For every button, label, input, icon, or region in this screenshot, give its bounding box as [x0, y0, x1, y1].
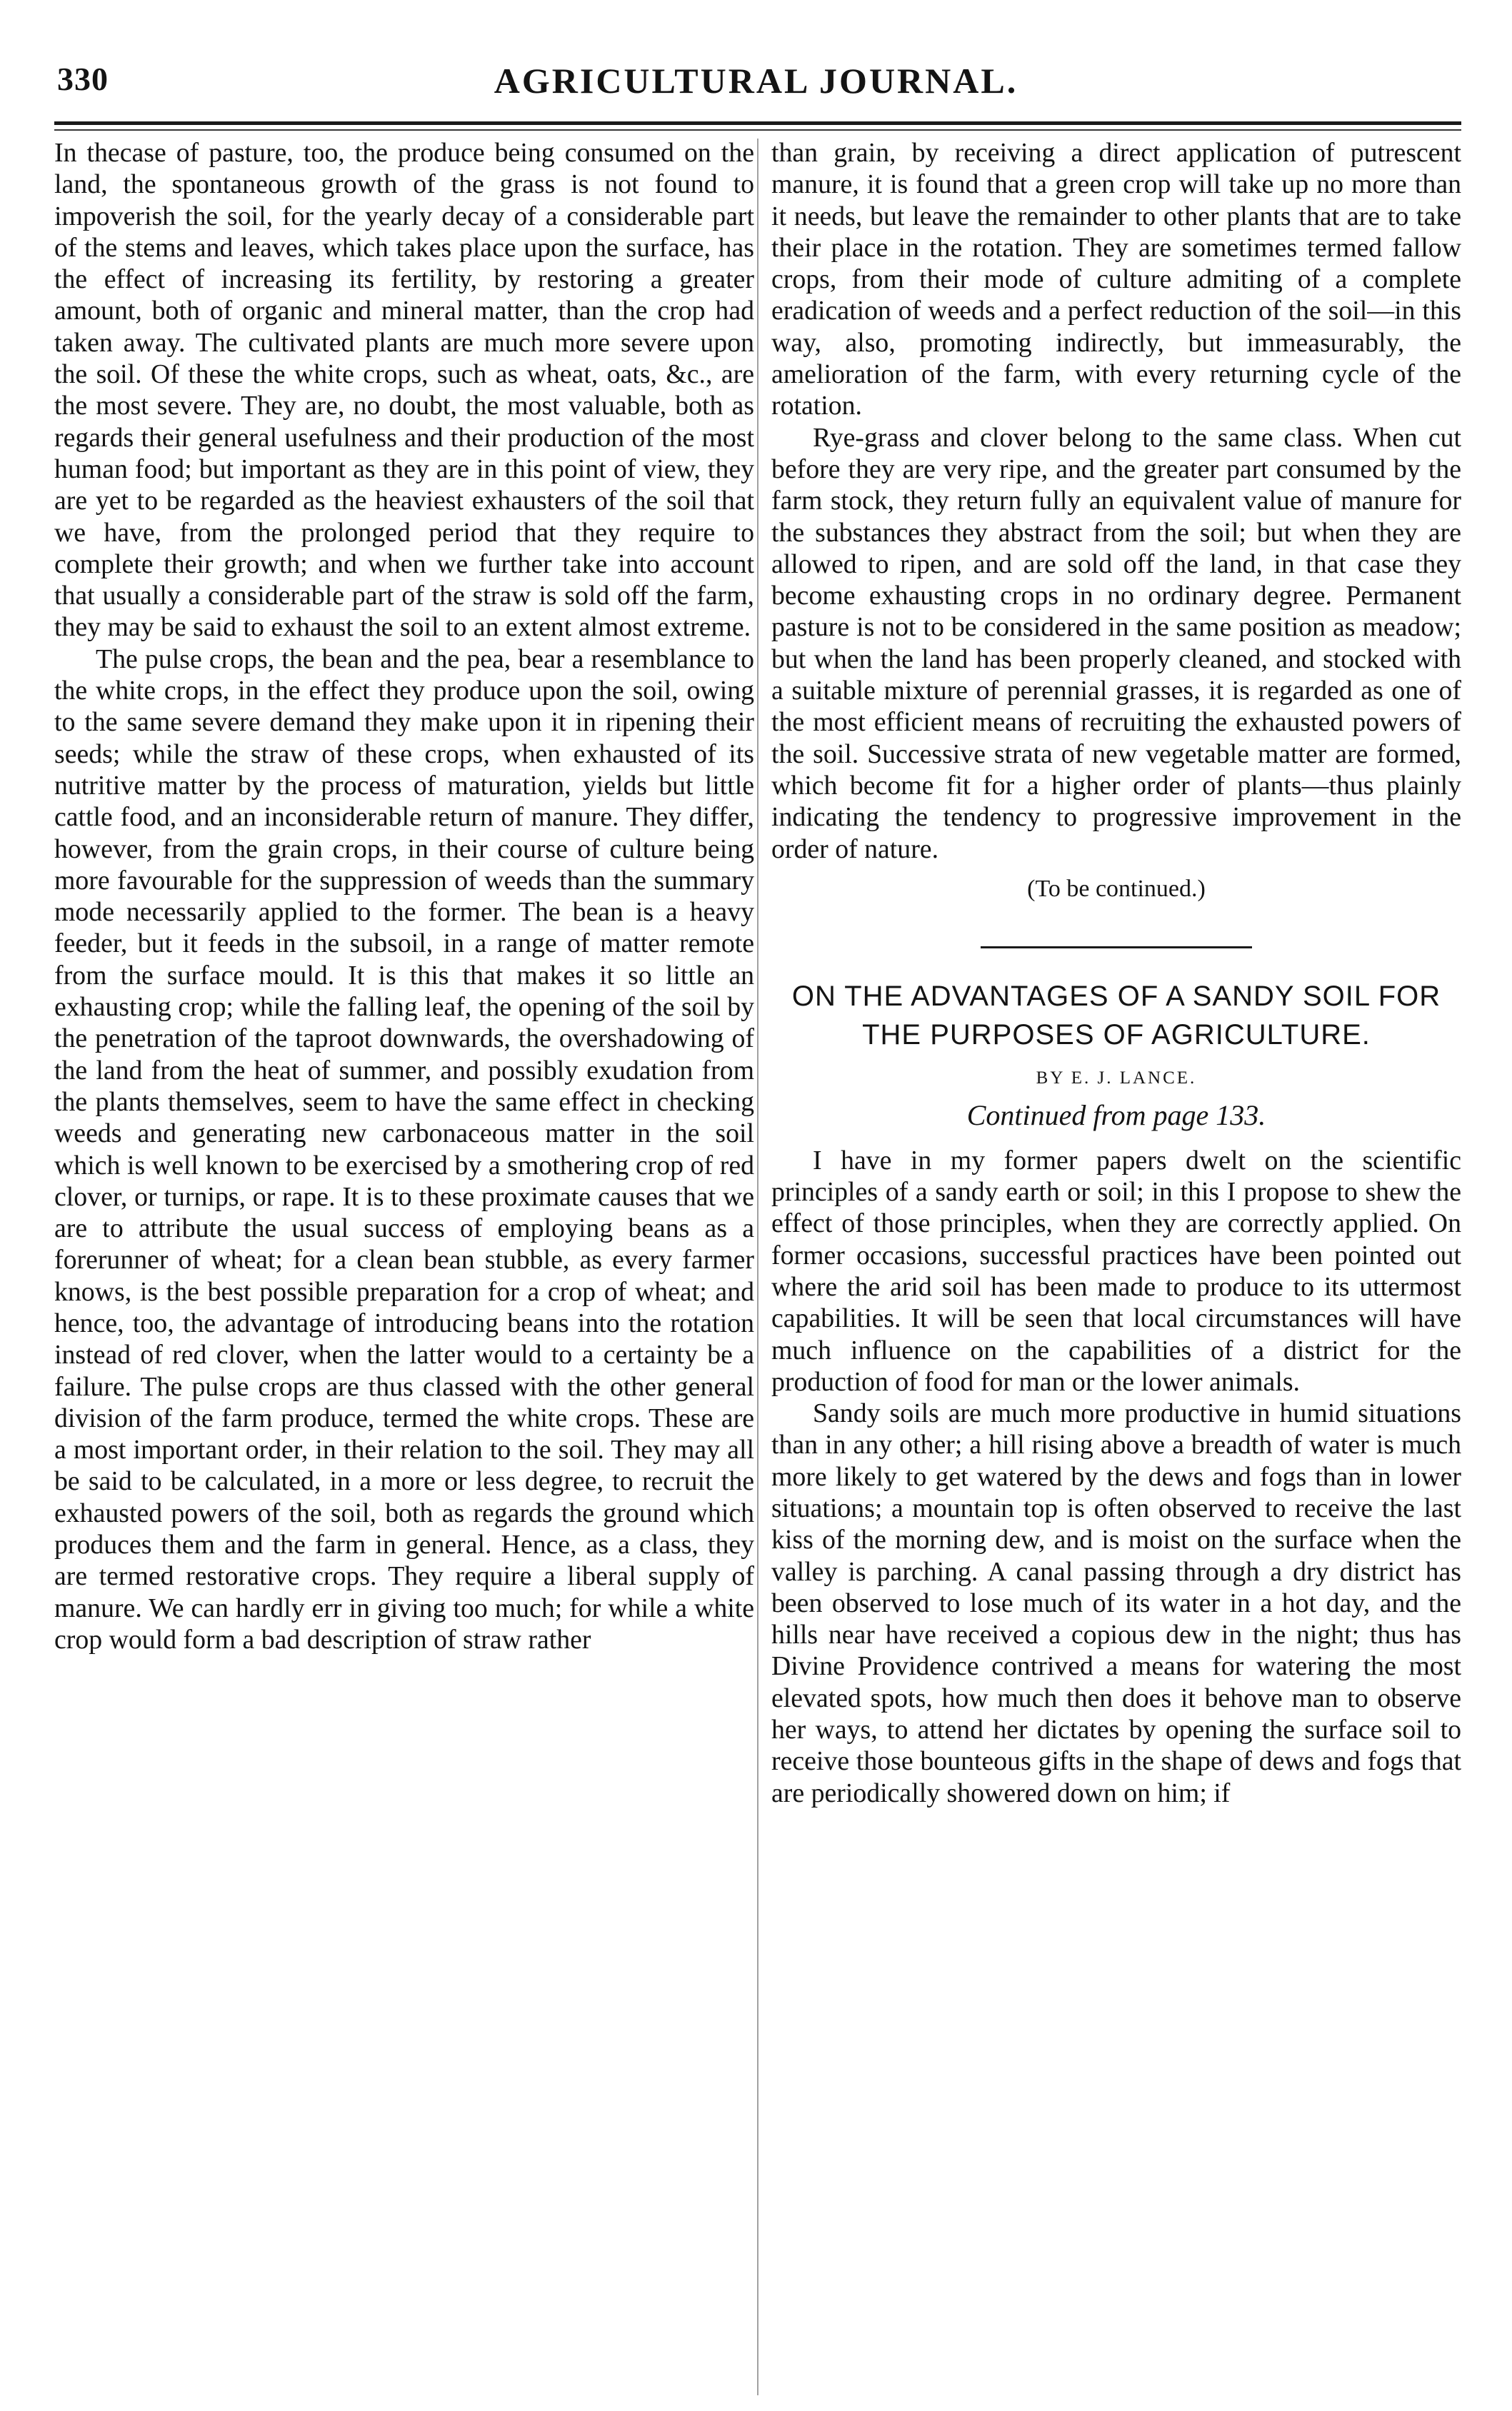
- continued-note: (To be continued.): [1027, 875, 1206, 902]
- journal-title: AGRICULTURAL JOURNAL.: [494, 61, 1018, 101]
- body-paragraph: The pulse crops, the bean and the pea, bear a resemblance to the white crops, in the effect they produce upon the soil, owing to the same severe demand they make upon it in ripening their seeds; while the straw of these crops, when exhausted of its nutritive matter by the process of maturation, yields but little cattle food, and an inconsiderable return of manure. They differ, however, from the grain crops, in their course of culture being more favourable for the suppression of weeds than the summary mode necessarily applied to the former. The bean is a heavy feeder, but it feeds in the subsoil, in a range of matter remote from the surface mould. It is this that makes it so little an exhausting crop; while the falling leaf, the opening of the soil by the penetration of the taproot downwards, the overshadowing of the land from the heat of summer, and possibly exudation from the plants themselves, seem to have the same effect in checking weeds and generating new carbonaceous matter in the soil which is well known to be exercised by a smothering crop of red clover, or turnips, or rape. It is to these proximate causes that we are to attribute the usual success of employing beans as a forerunner of wheat; for a clean bean stubble, as every farmer knows, is the best possible preparation for a crop of wheat; and hence, too, the advantage of introducing beans into the rotation instead of red clover, when the latter would to a certainty be a failure. The pulse crops are thus classed with the other general division of the farm produce, termed the white crops. These are a most important order, in their relation to the soil. They may all be said to be calculated, in a more or less degree, to recruit the exhausted powers of the soil, both as regards the ground which produces them and the farm in general. Hence, as a class, they are termed restorative crops. They require a liberal supply of manure. We can hardly err in giving too much; for while a white crop would form a bad description of straw rather: [54, 643, 754, 1655]
- column-divider: [757, 139, 758, 2395]
- article-title: ON THE ADVANTAGES OF A SANDY SOIL FOR THE PURPOSES OF AGRICULTURE.: [791, 981, 1441, 1051]
- running-head: [0, 0, 1512, 114]
- article-paragraph: I have in my former papers dwelt on the scientific principles of a sandy earth or soil; in this I propose to shew the effect of those principles, when they are correctly applied. On former occasions, successful practices have been pointed out where the arid soil has been made to produce to its uttermost capabilities. It will be seen that local circumstances will have much influence on the capabilities of a district for the production of food for man or the lower animals.: [771, 1145, 1461, 1397]
- header-rule-thick: [54, 121, 1461, 125]
- page-number: 330: [57, 61, 109, 97]
- section-divider-rule: [981, 946, 1252, 948]
- continued-from-note: Continued from page 133.: [966, 1099, 1266, 1132]
- left-column: [54, 137, 754, 1655]
- article-paragraph: Sandy soils are much more productive in humid situations than in any other; a hill rising above a breadth of water is much more likely to get watered by the dews and fogs than in lower situations; a mountain top is often observed to receive the last kiss of the morning dew, and is moist on the surface when the valley is parching. A canal passing through a dry district has been observed to lose much of its water in a hot day, and the hills near have received a copious dew in the night; thus has Divine Providence contrived a means for watering the most elevated spots, how much then does it behove man to observe her ways, to attend her dictates by opening the surface soil to receive those bounteous gifts in the shape of dews and fogs that are periodically showered down on him; if: [771, 1398, 1461, 1808]
- right-column: [771, 137, 1461, 1809]
- article-byline: BY E. J. LANCE.: [1036, 1068, 1197, 1088]
- body-paragraph: In thecase of pasture, too, the produce being consumed on the land, the spontaneous growth of the grass is not found to impoverish the soil, for the yearly decay of a considerable part of the stems and leaves, which takes place upon the surface, has the effect of increasing its fertility, by restoring a greater amount, both of organic and mineral matter, than the crop had taken away. The cultivated plants are much more severe upon the soil. Of these the white crops, such as wheat, oats, &c., are the most severe. They are, no doubt, the most valuable, both as regards their general usefulness and their production of the most human food; but important as they are in this point of view, they are yet to be regarded as the heaviest exhausters of the soil that we have, from the prolonged period that they require to complete their growth; and when we further take into account that usually a considerable part of the straw is sold off the farm, they may be said to exhaust the soil to an extent almost extreme.: [54, 138, 754, 643]
- body-paragraph: than grain, by receiving a direct application of putrescent manure, it is found that a green crop will take up no more than it needs, but leave the remainder to other plants that are to take their place in the rotation. They are sometimes termed fallow crops, from their mode of culture admiting of a complete eradication of weeds and a perfect reduction of the soil—in this way, also, promoting indirectly, but immeasurably, the amelioration of the farm, with every returning cycle of the rotation.: [771, 138, 1461, 421]
- header-rule-thin: [54, 129, 1461, 131]
- body-paragraph: Rye-grass and clover belong to the same class. When cut before they are very ripe, and the greater part consumed by the farm stock, they return fully an equivalent value of manure for the substances they abstract from the soil; but when they are allowed to ripen, and are sold off the land, in that case they become exhausting crops in no ordinary degree. Permanent pasture is not to be considered in the same position as meadow; but when the land has been properly cleaned, and stocked with a suitable mixture of perennial grasses, it is regarded as one of the most efficient means of recruiting the exhausted powers of the soil. Successive strata of new vegetable matter are formed, which become fit for a higher order of plants—thus plainly indicating the tendency to progressive improvement in the order of nature.: [771, 422, 1461, 864]
